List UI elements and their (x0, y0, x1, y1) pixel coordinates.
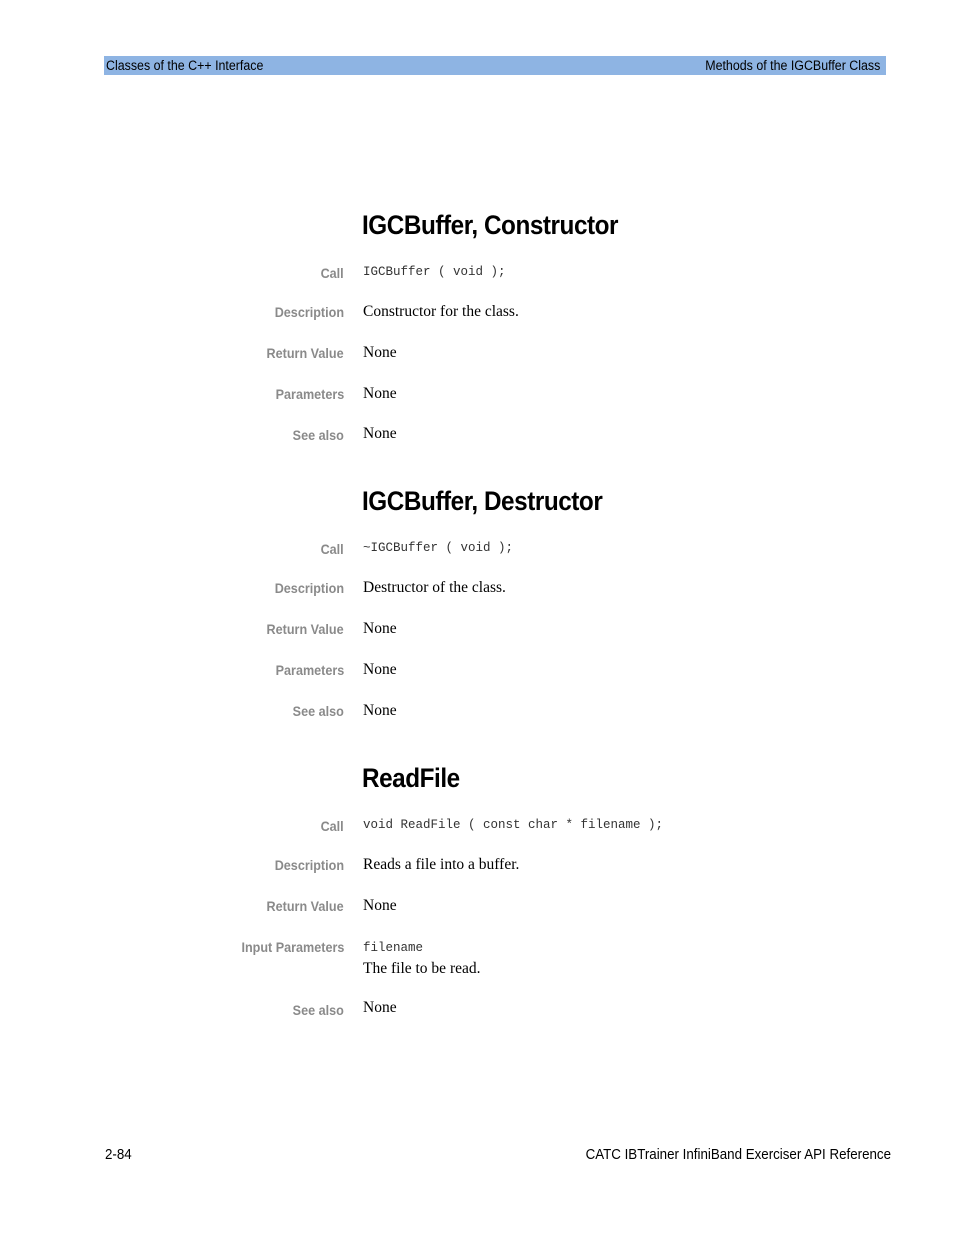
return-value-label: Return Value (266, 345, 344, 361)
description-text: Reads a file into a buffer. (363, 856, 520, 873)
page-number: 2-84 (105, 1147, 132, 1163)
call-signature: IGCBuffer ( void ); (363, 265, 506, 279)
description-label: Description (274, 580, 344, 596)
return-value-label: Return Value (266, 898, 344, 914)
description-text: Constructor for the class. (363, 303, 519, 320)
return-value-text: None (363, 344, 397, 361)
parameters-label: Parameters (275, 386, 344, 402)
see-also-text: None (363, 425, 397, 442)
return-value-text: None (363, 620, 397, 637)
section-title-constructor: IGCBuffer, Constructor (362, 210, 619, 240)
call-label: Call (320, 818, 344, 834)
return-value-label: Return Value (266, 621, 344, 637)
see-also-text: None (363, 999, 397, 1016)
call-signature: void ReadFile ( const char * filename ); (363, 818, 664, 832)
parameter-description: The file to be read. (363, 960, 481, 977)
section-title-destructor: IGCBuffer, Destructor (362, 486, 603, 516)
parameters-text: None (363, 385, 397, 402)
parameter-name: filename (363, 941, 424, 955)
see-also-label: See also (292, 703, 344, 719)
see-also-label: See also (292, 427, 344, 443)
call-label: Call (320, 541, 344, 557)
see-also-label: See also (292, 1002, 344, 1018)
input-parameters-label: Input Parameters (241, 939, 344, 955)
return-value-text: None (363, 897, 397, 914)
parameters-label: Parameters (275, 662, 344, 678)
description-text: Destructor of the class. (363, 579, 506, 596)
section-title-readfile: ReadFile (362, 763, 460, 793)
description-label: Description (274, 857, 344, 873)
call-signature: ~IGCBuffer ( void ); (363, 541, 514, 555)
see-also-text: None (363, 702, 397, 719)
running-header-right: Methods of the IGCBuffer Class (704, 58, 880, 73)
footer-doc-title: CATC IBTrainer InfiniBand Exerciser API Reference (585, 1147, 891, 1163)
parameters-text: None (363, 661, 397, 678)
description-label: Description (274, 304, 344, 320)
call-label: Call (320, 265, 344, 281)
running-header-left: Classes of the C++ Interface (106, 58, 264, 73)
